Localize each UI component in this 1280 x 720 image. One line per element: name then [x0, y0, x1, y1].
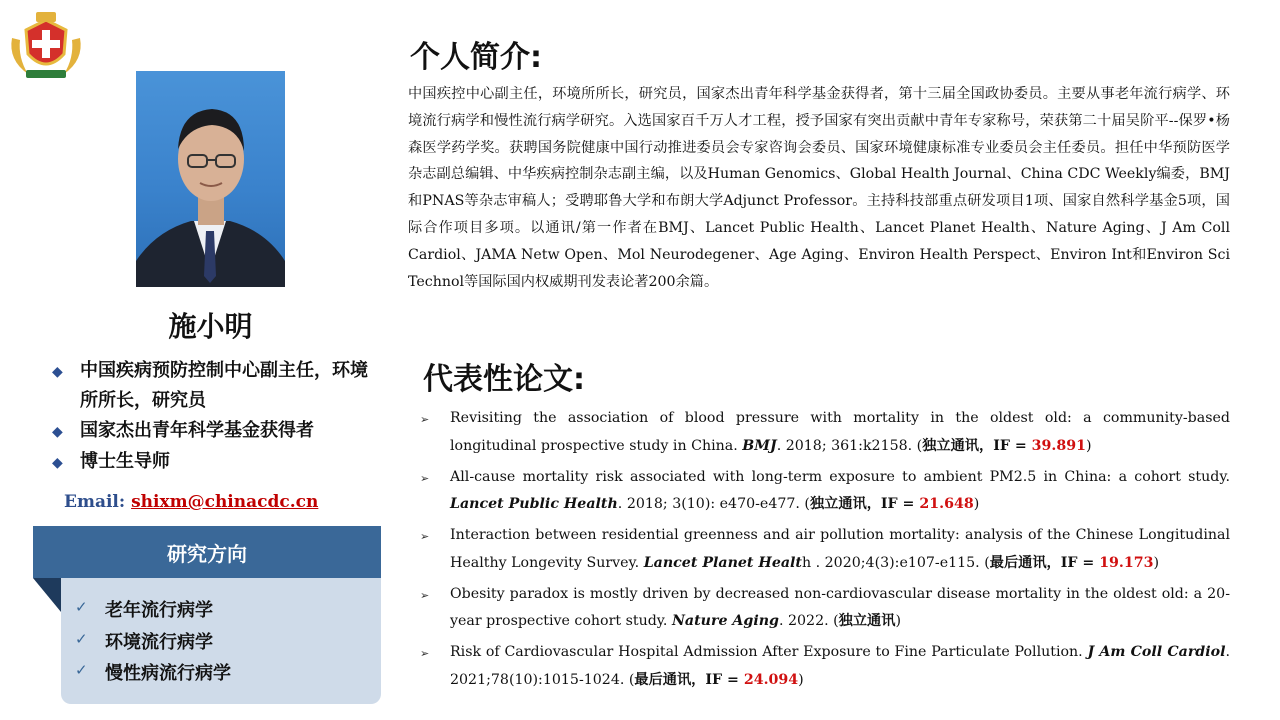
portrait-photo	[136, 71, 285, 287]
check-icon: ✓	[75, 598, 88, 616]
arrow-bullet-icon: ➢	[420, 530, 430, 544]
person-name: 施小明	[168, 310, 253, 343]
profile-bullet	[52, 447, 382, 478]
paper-if-label: IF =	[1060, 554, 1100, 571]
paper-text: Obesity paradox is mostly driven by decreased non-cardiovascular disease mortality in the oldest old: a 20-year prospective cohort study.	[450, 585, 1230, 630]
arrow-bullet-icon: ➢	[420, 647, 430, 661]
check-icon: ✓	[75, 661, 88, 679]
paper-journal: Nature Aging	[671, 613, 779, 630]
paper-close: )	[1085, 437, 1092, 454]
research-item	[75, 596, 213, 622]
paper-citation: . 2021;78(10):1015-1024. (	[450, 644, 1230, 688]
research-item	[75, 659, 231, 685]
bio-title: 个人简介:	[410, 40, 542, 75]
ribbon-fold	[33, 578, 61, 612]
profile-bullet	[52, 416, 382, 447]
arrow-bullet-icon: ➢	[420, 471, 430, 485]
profile-bullet-text: 中国疾病预防控制中心副主任，环境所所长，研究员	[80, 360, 368, 411]
paper-if-label: IF =	[705, 671, 744, 688]
profile-bullet	[52, 356, 382, 416]
arrow-bullet-icon: ➢	[420, 413, 430, 426]
research-title: 研究方向	[33, 526, 381, 578]
paper-text: Risk of Cardiovascular Hospital Admission After Exposure to Fine Particulate Pollution.	[450, 644, 1088, 661]
paper-citation: h . 2020;4(3):e107-e115. (	[801, 554, 990, 571]
research-item	[75, 628, 213, 654]
paper-item	[420, 581, 1230, 636]
papers-title: 代表性论文:	[423, 362, 585, 397]
paper-item	[420, 405, 1230, 460]
paper-close: )	[973, 496, 980, 513]
diamond-icon: ◆	[52, 455, 63, 471]
paper-role: 独立通讯	[838, 613, 896, 630]
research-panel	[61, 578, 381, 704]
paper-citation: . 2022. (	[778, 613, 839, 630]
paper-text: All-cause mortality risk associated with long-term exposure to ambient PM2.5 in China: a cohort study.	[450, 468, 1230, 485]
research-item-label: 老年流行病学	[105, 600, 213, 621]
paper-if-label: IF =	[993, 437, 1032, 454]
diamond-icon: ◆	[52, 424, 63, 440]
paper-if-label: IF =	[880, 496, 920, 513]
diamond-icon: ◆	[52, 364, 63, 380]
check-icon: ✓	[75, 630, 88, 648]
paper-item	[420, 522, 1230, 577]
emblem-logo	[6, 8, 86, 84]
paper-item	[420, 464, 1230, 519]
email-link[interactable]: shixm@chinacdc.cn	[131, 492, 319, 512]
paper-if-value: 24.094	[743, 671, 799, 688]
paper-if-value: 19.173	[1099, 554, 1154, 571]
paper-close: )	[1153, 554, 1160, 571]
paper-role: 最后通讯，	[634, 671, 706, 688]
email-label: Email:	[64, 492, 126, 512]
paper-citation: . 2018; 3(10): e470-e477. (	[617, 496, 810, 513]
paper-list	[420, 405, 1230, 698]
profile-bullets	[52, 356, 382, 478]
paper-text: Interaction between residential greenness and air pollution mortality: analysis of the Chinese Longitudinal Healthy Longevity Survey.	[450, 527, 1230, 571]
paper-item	[420, 639, 1230, 694]
paper-role: 最后通讯，	[989, 554, 1061, 571]
paper-close: )	[798, 671, 804, 688]
arrow-bullet-icon: ➢	[420, 588, 430, 602]
profile-bullet-text: 博士生导师	[80, 451, 170, 472]
paper-journal: Lancet Public Health	[450, 496, 618, 513]
paper-role: 独立通讯，	[809, 496, 881, 513]
research-item-label: 慢性病流行病学	[105, 663, 231, 684]
paper-journal: Lancet Planet Healt	[643, 554, 802, 571]
bio-text: 中国疾控中心副主任，环境所所长，研究员，国家杰出青年科学基金获得者，第十三届全国政协委员。主要从事老年流行病学、环境流行病学和慢性流行病学研究。入选国家百千万人才工程，授予国家有突出贡献中青年专家称号，荣获第二十届吴阶平--保罗•杨森医学药学奖。获聘国务院健康中国行动推进委员会专家咨询会委员、国家环境健康标准专业委员会主任委员。担任中华预防医学杂志副总编辑、中华疾病控制杂志副主编，以及Human Genomics、Global Health Journal、China CDC Weekly编委，BMJ和PNAS等杂志审稿人；受聘耶鲁大学和布朗大学Adjunct Professor。主持科技部重点研发项目1项、国家自然科学基金5项，国际合作项目多项。以通讯/第一作者在BMJ、Lancet Public Health、Lancet Planet Health、Nature Aging、J Am Coll Cardiol、JAMA Netw Open、Mol Neurodegener、Age Aging、Environ Health Perspect、Environ Int和Environ Sci Technol等国际国内权威期刊发表论著200余篇。	[408, 86, 1230, 290]
paper-close: )	[895, 613, 901, 630]
profile-bullet-text: 国家杰出青年科学基金获得者	[80, 420, 314, 441]
paper-journal: J Am Coll Cardiol	[1087, 644, 1226, 661]
paper-journal: BMJ	[742, 437, 777, 454]
paper-text: Revisiting the association of blood pressure with mortality in the oldest old: a community-based longitudinal prospective study in China.	[450, 410, 1230, 454]
research-item-label: 环境流行病学	[105, 632, 213, 653]
paper-if-value: 39.891	[1031, 437, 1086, 454]
paper-role: 独立通讯，	[922, 437, 994, 454]
paper-citation: . 2018; 361:k2158. (	[776, 437, 923, 454]
paper-if-value: 21.648	[919, 496, 974, 513]
email-line	[64, 492, 318, 512]
